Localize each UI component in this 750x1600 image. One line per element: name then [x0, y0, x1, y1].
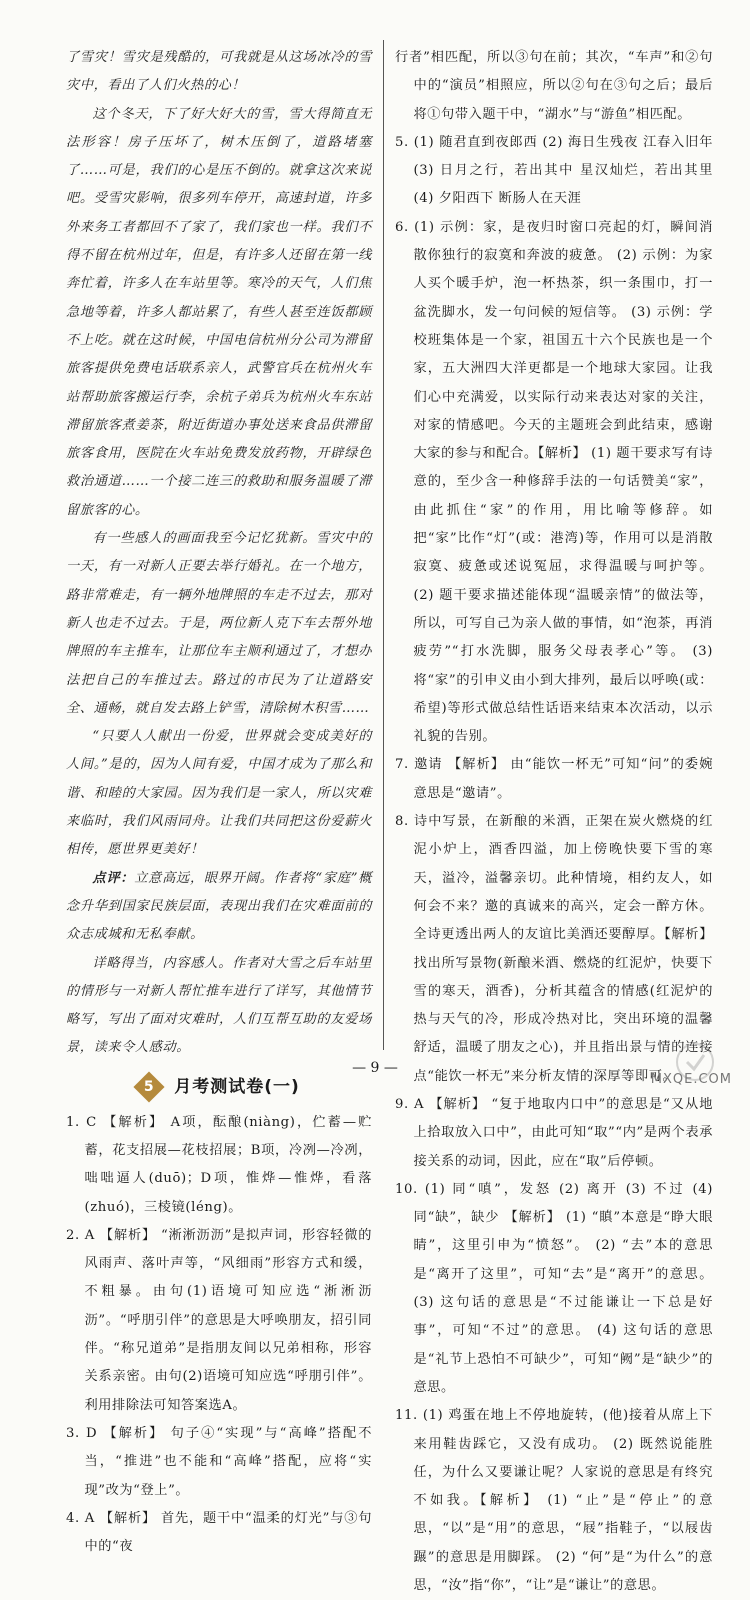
answer-item-9: 9. A 【解析】 “复于地取内口中”的意思是“又从地上拾取放入口中”，由此可知“取”“内”是两个表承接关系的动词，因此，应在“取”后停顿。	[395, 1096, 713, 1169]
comment-paragraph-2: 详略得当，内容感人。作者对大雪之后车站里的情形与一对新人帮忙推车进行了详写，其他情节略写，写出了面对灾难时，人们互帮互助的友爱场景，读来令人感动。	[66, 955, 372, 1056]
answer-item-4: 4. A 【解析】 首先，题干中“温柔的灯光”与③句中的“夜	[66, 1510, 372, 1555]
section-number-badge: 5	[134, 1071, 165, 1102]
answer-item-6: 6. (1) 示例：家，是夜归时窗口亮起的灯，瞬间消散你独行的寂寞和奔波的疲惫。 (2) 示例：为家人买个暖手炉，泡一杯热茶，织一条围巾，打一盆洗脚水，发一句问候的短信等。 (3) 示例：学校班集体是一个家，祖国五十六个民族也是一个家，五大洲四大洋更都是一个地球大家园。让我们心中充满爱，以实际行动来表达对家的关注，对家的情感吧。今天的主题班会到此结束，感谢大家的参与和配合。【解析】 (1) 题干要求写有诗意的，至少含一种修辞手法的一句话赞美“家”，由此抓住“家”的作用，用比喻等修辞。如把“家”比作“灯”(或：港湾)等，作用可以是消散寂寞、疲惫或述说冤屈，求得温暖与呵护等。 (2) 题干要求描述能体现“温暖亲情”的做法等，所以，可写自己为亲人做的事情，如“泡茶，再消疲劳”“打水洗脚，服务父母表孝心”等。 (3) 将“家”的引申义由小到大排列，最后以呼唤(或：希望)等形式做总结性话语来结束本次活动，以示礼貌的告别。	[395, 219, 713, 745]
essay-paragraph: “只要人人献出一份爱，世界就会变成美好的人间。”是的，因为人间有爱，中国才成为了那么和谐、和睦的大家园。因为我们是一家人，所以灾难来临时，我们风雨同舟。让我们共同把这份爱薪火相传，愿世界更美好！	[66, 729, 372, 858]
answer-item-8: 8. 诗中写景，在新酿的米酒，正架在炭火燃烧的红泥小炉上，酒香四溢，加上傍晚快要下雪的寒天，溢冷，溢馨亲切。此种情境，相约友人，如何会不来？邀的真诚来的高兴，定会一醉方休。全诗更透出两人的友谊比美酒还要醇厚。【解析】 找出所写景物(新酿米酒、燃烧的红泥炉，快要下雪的寒天，酒香)，分析其蕴含的情感(红泥炉的热与天气的冷，形成冷热对比，突出环境的温馨舒适，温暖了朋友之心)，并且指出景与情的连接点“能饮一杯无”来分析友情的深厚等即可。	[395, 814, 713, 1084]
essay-paragraph: 有一些感人的画面我至今记忆犹新。雪灾中的一天，有一对新人正要去举行婚礼。在一个地方，路非常难走，有一辆外地牌照的车走不过去，那对新人也走不过去。于是，两位新人克下车去帮外地牌照的车主推车，让那位车主顺利通过了，才想办法把自己的车推过去。路过的市民为了让道路安全、通畅，就自发去路上铲雪，清除树木积雪……	[66, 531, 372, 716]
right-column	[395, 44, 713, 1600]
answer-item-10: 10. (1) 同“嗔”，发怒 (2) 离开 (3) 不过 (4) 同“缺”，缺少 【解析】 (1) “瞋”本意是“睁大眼睛”，这里引申为“愤怒”。 (2) “去”本的意思是“离开了这里”，可知“去”是“离开”的意思。 (3) 这句话的意思是“不过能谦让一下总是好事”，可知“不过”的意思。 (4) 这句话的意思是“礼节上恐怕不可缺少”，可知“阙”是“缺少”的意思。	[395, 1181, 713, 1395]
answer-item-5: 5. (1) 随君直到夜郎西 (2) 海日生残夜 江春入旧年 (3) 日月之行，若出其中 星汉灿烂，若出其里 (4) 夕阳西下 断肠人在天涯	[395, 134, 713, 207]
answer-item-11: 11. (1) 鸡蛋在地上不停地旋转，(他)接着从席上下来用鞋齿踩它，又没有成功。 (2) 既然说能胜任，为什么又要谦让呢？人家说的意思是有终究不如我。【解析】 (1) “止”是“停止”的意思，“以”是“用”的意思，“屐”指鞋子，“以屐齿蹍”的意思是用脚踩。 (2) “何”是“为什么”的意思，“汝”指“你”，“让”是“谦让”的意思。	[395, 1408, 713, 1594]
comment-label: 点评：	[92, 870, 135, 886]
essay-paragraph: 这个冬天，下了好大好大的雪，雪大得简直无法形容！房子压坏了，树木压倒了，道路堵塞了……可是，我们的心是压不倒的。就拿这次来说吧。受雪灾影响，很多列车停开，高速封道，许多外来务工者都回不了家了，我们家也一样。我们不得不留在杭州过年，但是，有许多人还留在第一线奔忙着，许多人在车站里等。寒冷的天气，人们焦急地等着，许多人都站累了，有些人甚至连饭都顾不上吃。就在这时候，中国电信杭州分公司为滞留旅客提供免费电话联系亲人，武警官兵在杭州火车站帮助旅客搬运行李，余杭子弟兵为杭州火车东站滞留旅客煮姜茶，附近街道办事处送来食品供滞留旅客食用，医院在火车站免费发放药物，开辟绿色救治通道……一个接二连三的救助和服务温暖了滞留旅客的心。	[66, 106, 372, 518]
comment-paragraph	[66, 865, 372, 950]
answer-item-4-continued: 行者”相匹配，所以③句在前；其次，“车声”和②句中的“演员”相照应，所以②句在③句之后；最后将①句带入题干中，“湖水”与“游鱼”相匹配。	[395, 50, 713, 122]
comment-text: 立意高远，眼界开阔。作者将“家庭”概念升华到国家民族层面，表现出我们在灾难面前的众志成城和无私奉献。	[66, 870, 372, 943]
essay-paragraph: 了雪灾！雪灾是残酷的，可我就是从这场冰冷的雪灾中，看出了人们火热的心！	[66, 50, 372, 94]
page-number: — 9 —	[352, 1060, 398, 1076]
answer-item-7: 7. 邀请 【解析】 由“能饮一杯无”可知“问”的委婉意思是“邀请”。	[395, 757, 713, 801]
section-title: 月考测试卷(一)	[174, 1076, 300, 1097]
watermark-text: MXQE.COM	[650, 1072, 732, 1087]
answer-item-2: 2. A 【解析】 “淅淅沥沥”是拟声词，形容轻微的风雨声、落叶声等，“风细雨”形容方式和缓，不粗暴。由句(1)语境可知应选“淅淅沥沥”。“呼朋引伴”的意思是大呼唤朋友，招引同伴。“称兄道弟”是指朋友间以兄弟相称，形容关系亲密。由句(2)语境可知应选“呼朋引伴”。利用排除法可知答案选A。	[66, 1227, 372, 1413]
answer-item-1: 1. C 【解析】 A项，酝酿(niàng)，伫蓄—贮蓄，花支招展—花枝招展；B项，冷冽—冷冽，咄咄逼人(duō)；D项，惟烨—惟烨，看落(zhuó)，三棱镜(léng)。	[66, 1114, 372, 1215]
section-heading	[66, 1073, 372, 1101]
column-divider	[383, 40, 384, 1050]
answer-item-3: 3. D 【解析】 句子④“实现”与“高峰”搭配不当，“推进”也不能和“高峰”搭配，应将“实现”改为“登上”。	[66, 1425, 372, 1498]
left-column	[66, 44, 372, 1561]
